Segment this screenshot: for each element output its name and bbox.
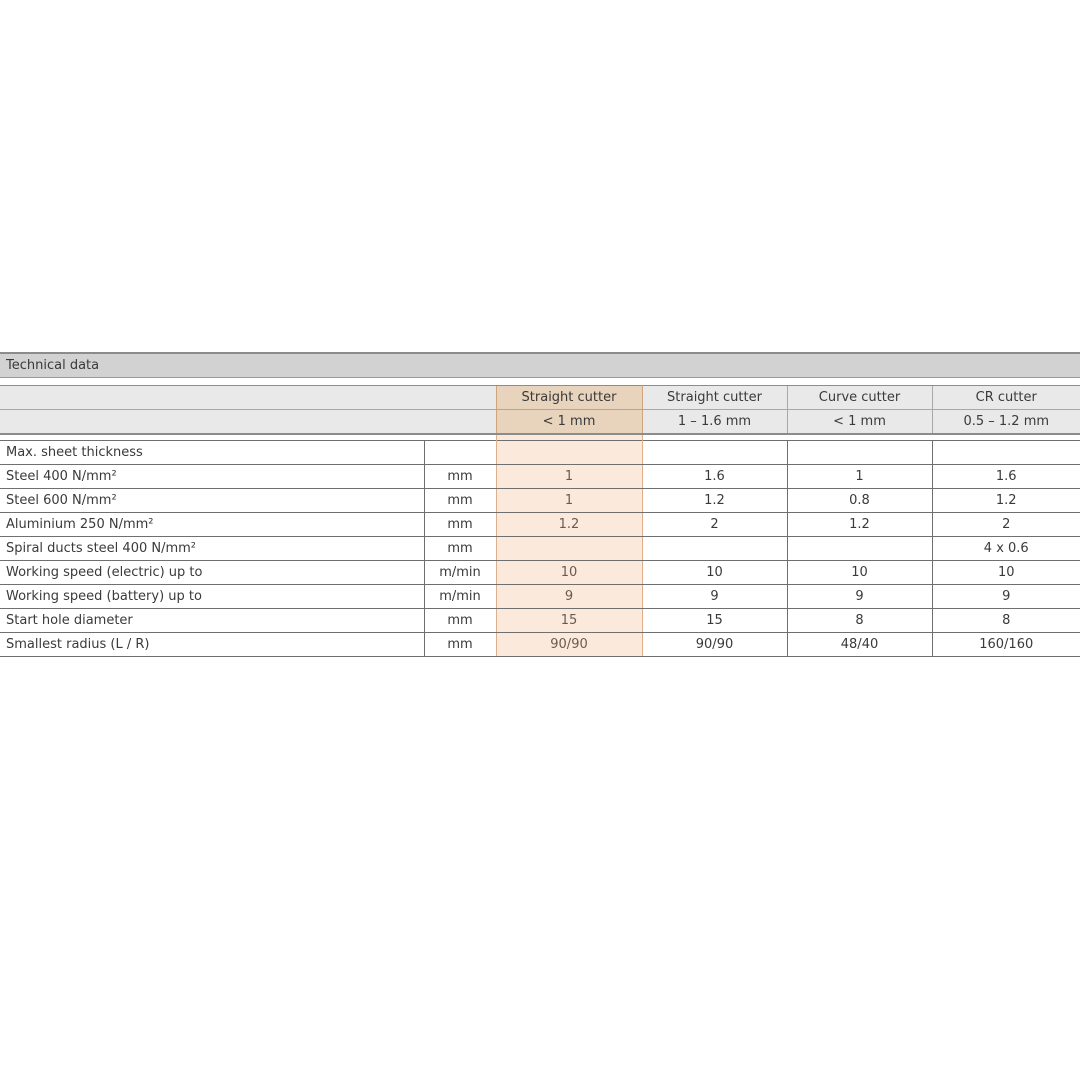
cell-value: 1.6 — [642, 465, 787, 489]
cell-value: 1 — [787, 465, 932, 489]
column-header-range: < 1 mm — [496, 410, 642, 435]
cell-value: 1.2 — [787, 513, 932, 537]
table-row — [0, 609, 1080, 633]
cell-value: 2 — [642, 513, 787, 537]
row-label: Aluminium 250 N/mm² — [0, 513, 424, 537]
cell-value — [642, 537, 787, 561]
table-row — [0, 465, 1080, 489]
row-label: Max. sheet thickness — [0, 441, 424, 465]
row-label: Spiral ducts steel 400 N/mm² — [0, 537, 424, 561]
table-row — [0, 585, 1080, 609]
header-row-names — [0, 386, 1080, 410]
row-unit: mm — [424, 489, 496, 513]
cell-value: 8 — [932, 609, 1080, 633]
column-header-range: 0.5 – 1.2 mm — [932, 410, 1080, 435]
cell-value: 0.8 — [787, 489, 932, 513]
cell-value: 8 — [787, 609, 932, 633]
cell-value: 10 — [496, 561, 642, 585]
row-unit: m/min — [424, 561, 496, 585]
column-header-range: < 1 mm — [787, 410, 932, 435]
cell-value: 2 — [932, 513, 1080, 537]
cell-value: 90/90 — [642, 633, 787, 657]
cell-value: 90/90 — [496, 633, 642, 657]
column-header-name: Curve cutter — [787, 386, 932, 410]
cell-value — [787, 537, 932, 561]
cell-value: 160/160 — [932, 633, 1080, 657]
cell-value — [787, 441, 932, 465]
row-label: Working speed (battery) up to — [0, 585, 424, 609]
row-unit: mm — [424, 465, 496, 489]
cell-value: 48/40 — [787, 633, 932, 657]
row-label: Working speed (electric) up to — [0, 561, 424, 585]
cell-value: 1 — [496, 489, 642, 513]
cell-value: 9 — [932, 585, 1080, 609]
cell-value: 1.2 — [642, 489, 787, 513]
column-header-name: Straight cutter — [642, 386, 787, 410]
column-header-name: Straight cutter — [496, 386, 642, 410]
cell-value — [496, 537, 642, 561]
cell-value: 9 — [642, 585, 787, 609]
cell-value: 4 x 0.6 — [932, 537, 1080, 561]
column-header-name: CR cutter — [932, 386, 1080, 410]
row-unit: mm — [424, 609, 496, 633]
row-unit: m/min — [424, 585, 496, 609]
cell-value — [496, 441, 642, 465]
table-row — [0, 633, 1080, 657]
divider — [0, 378, 1080, 385]
cell-value: 10 — [787, 561, 932, 585]
cell-value — [932, 441, 1080, 465]
technical-data-sheet — [0, 352, 1080, 657]
row-unit — [424, 441, 496, 465]
header-blank — [0, 386, 496, 410]
table-row — [0, 561, 1080, 585]
cell-value: 10 — [642, 561, 787, 585]
row-label: Steel 400 N/mm² — [0, 465, 424, 489]
column-header-range: 1 – 1.6 mm — [642, 410, 787, 435]
row-label: Start hole diameter — [0, 609, 424, 633]
cell-value: 1.6 — [932, 465, 1080, 489]
cell-value: 15 — [496, 609, 642, 633]
table-row — [0, 537, 1080, 561]
header-blank — [0, 410, 496, 435]
cell-value: 9 — [496, 585, 642, 609]
row-label: Steel 600 N/mm² — [0, 489, 424, 513]
technical-data-table — [0, 385, 1080, 657]
cell-value: 1.2 — [932, 489, 1080, 513]
table-row — [0, 513, 1080, 537]
cell-value: 9 — [787, 585, 932, 609]
table-row — [0, 441, 1080, 465]
cell-value: 15 — [642, 609, 787, 633]
cell-value: 1 — [496, 465, 642, 489]
row-label: Smallest radius (L / R) — [0, 633, 424, 657]
section-title: Technical data — [0, 352, 1080, 378]
row-unit: mm — [424, 513, 496, 537]
cell-value: 10 — [932, 561, 1080, 585]
cell-value — [642, 441, 787, 465]
row-unit: mm — [424, 633, 496, 657]
header-row-ranges — [0, 410, 1080, 435]
row-unit: mm — [424, 537, 496, 561]
cell-value: 1.2 — [496, 513, 642, 537]
table-row — [0, 489, 1080, 513]
